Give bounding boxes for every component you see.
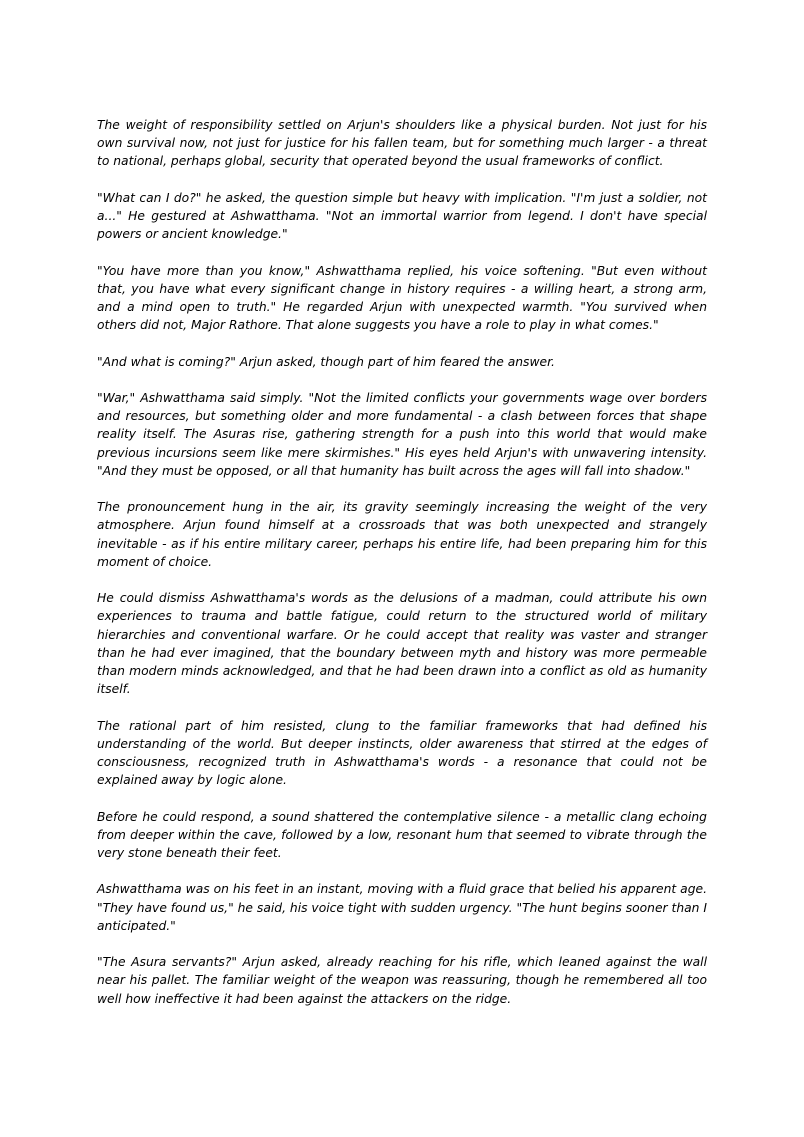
paragraph: Ashwatthama was on his feet in an instant, moving with a fluid grace that belied his apparent age. "They have found us," he said, his voice tight with sudden urgency. "The hunt begins sooner than I anticipated." — [97, 882, 707, 933]
paragraph: The pronouncement hung in the air, its gravity seemingly increasing the weight of the very atmosphere. Arjun found himself at a crossroads that was both unexpected and strangely inevitable - as if his entire military career, perhaps his entire life, had been preparing him for this moment of choice. — [97, 500, 707, 569]
paragraph: "War," Ashwatthama said simply. "Not the limited conflicts your governments wage over borders and resources, but something older and more fundamental - a clash between forces that shape reality itself. The Asuras rise, gathering strength for a push into this world that would make previous incursions seem like mere skirmishes." His eyes held Arjun's with unwavering intensity. "And they must be opposed, or all that humanity has built across the ages will fall into shadow." — [97, 390, 707, 478]
paragraph: "And what is coming?" Arjun asked, though part of him feared the answer. — [97, 354, 555, 369]
paragraph: "The Asura servants?" Arjun asked, already reaching for his rifle, which leaned against the wall near his pallet. The familiar weight of the weapon was reassuring, though he remembered all too well how ineffective it had been against the attackers on the ridge. — [97, 955, 707, 1006]
paragraph: "You have more than you know," Ashwatthama replied, his voice softening. "But even without that, you have what every significant change in history requires - a willing heart, a strong arm, and a mind open to truth." He regarded Arjun with unexpected warmth. "You survived when others did not, Major Rathore. That alone suggests you have a role to play in what comes." — [97, 263, 707, 333]
paragraph: "What can I do?" he asked, the question simple but heavy with implication. "I'm just a soldier, not a..." He gestured at Ashwatthama. "Not an immortal warrior from legend. I don't have special powers or ancient knowledge." — [97, 190, 707, 242]
paragraph: The rational part of him resisted, clung to the familiar frameworks that had defined his understanding of the world. But deeper instincts, older awareness that stirred at the edges of consciousness, recognized truth in Ashwatthama's words - a resonance that could not be explained away by logic alone. — [97, 718, 707, 788]
paragraph: The weight of responsibility settled on Arjun's shoulders like a physical burden. Not just for his own survival now, not just for justice for his fallen team, but for something much larger - a threat to national, perhaps global, security that operated beyond the usual frameworks of conflict. — [97, 118, 707, 169]
document-body — [97, 116, 707, 1026]
paragraph: He could dismiss Ashwatthama's words as the delusions of a madman, could attribute his own experiences to trauma and battle fatigue, could return to the structured world of military hierarchies and conventional warfare. Or he could accept that reality was vaster and stranger than he had ever imagined, that the boundary between myth and history was more permeable than modern minds acknowledged, and that he had been drawn into a conflict as old as humanity itself. — [97, 591, 707, 697]
paragraph: Before he could respond, a sound shattered the contemplative silence - a metallic clang echoing from deeper within the cave, followed by a low, resonant hum that seemed to vibrate through the very stone beneath their feet. — [97, 809, 707, 860]
